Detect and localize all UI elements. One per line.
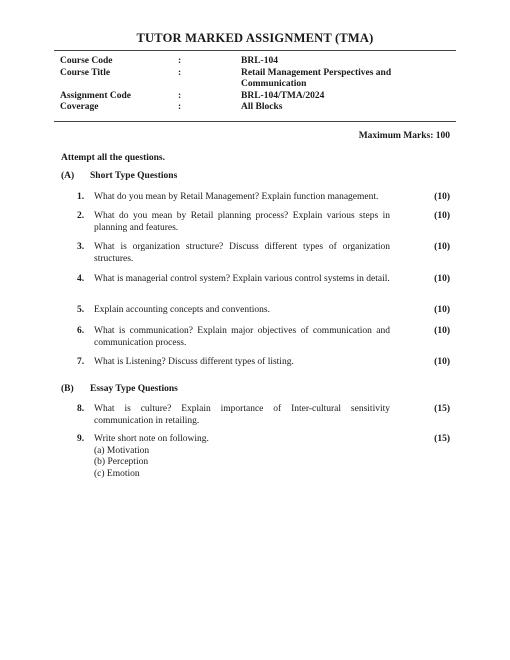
- section-a-label: (A): [61, 171, 75, 181]
- course-title-label: Course Title: [60, 67, 111, 78]
- question-marks: (10): [434, 211, 450, 221]
- question-text: What is Listening? Discuss different types of listing.: [94, 357, 294, 367]
- question-marks: (10): [434, 326, 450, 336]
- assignment-code-row: Assignment Code : BRL-104/TMA/2024: [60, 91, 450, 103]
- sub-item-perception: (b) Perception: [94, 457, 149, 467]
- coverage-value: All Blocks: [241, 102, 283, 112]
- coverage-row: Coverage : All Blocks: [60, 102, 450, 114]
- section-b-title: Essay Type Questions: [90, 384, 178, 394]
- coverage-label: Coverage: [60, 102, 99, 112]
- course-code-value: BRL-104: [241, 56, 278, 66]
- question-marks: (10): [434, 274, 450, 284]
- question-text: What do you mean by Retail Management? Explain function management.: [94, 192, 379, 202]
- sub-item-motivation: (a) Motivation: [94, 445, 150, 456]
- maximum-marks: Maximum Marks: 100: [358, 131, 450, 141]
- course-title-row: Course Title : Retail Management Perspectives and Communication: [60, 68, 450, 91]
- question-text: What is culture? Explain importance of Inter-cultural sensitivity communication in retailing.: [94, 404, 390, 426]
- question-text: What is managerial control system? Explain various control systems in detail.: [94, 274, 390, 284]
- question-text: What do you mean by Retail planning process? Explain various steps in planning and features.: [94, 211, 390, 233]
- section-a-title: Short Type Questions: [90, 171, 178, 181]
- question-text: What is organization structure? Discuss different types of organization structures.: [94, 242, 390, 264]
- question-text: What is communication? Explain major objectives of communication and communication process.: [94, 326, 390, 348]
- question-marks: (10): [434, 305, 450, 315]
- course-info: [60, 56, 450, 114]
- section-b-label: (B): [61, 384, 74, 394]
- page-title: TUTOR MARKED ASSIGNMENT (TMA): [136, 31, 374, 45]
- course-title-value: Retail Management Perspectives and Communication: [241, 67, 392, 89]
- question-marks: (15): [434, 434, 450, 444]
- assignment-page: TUTOR MARKED ASSIGNMENT (TMA) Course Code : BRL-104 Course Title : Retail Management Perspectives and Communication Assignment Code : BRL-104/TMA/2024 Coverage : All Blocks Maximum Marks: 100 Attempt all the questions. (A) Short Type Questions 1. What do you mean by Retail Management? Explain function management. (10) 2. What do you mean by Retail planning process? Explain various steps in planning and features. (10) 3. What is organization structure? Discuss different types of organization structures. (10) 4. What is managerial control system? Explain various control systems in detail. (10) 5. Explain accounting concepts and conventions. (10) 6. What is communication? Explain major objectives of communication and communication process. (10) 7. What is Listening? Discuss different types of listing. (10) (B) Essay Type Questions 8. What is culture? Explain importance of Inter-cultural sensitivity communication in retailing. (15) 9. Write short note on following. (15) (a) Motivation (b) Perception (c) Emotion: [0, 0, 510, 660]
- top-divider: [54, 50, 456, 51]
- question-marks: (10): [434, 357, 450, 367]
- assignment-code-label: Assignment Code: [60, 90, 131, 101]
- bottom-divider: [54, 121, 456, 122]
- sub-item-emotion: (c) Emotion: [94, 468, 140, 479]
- assignment-code-value: BRL-104/TMA/2024: [241, 90, 325, 101]
- question-marks: (15): [434, 404, 450, 414]
- instruction: Attempt all the questions.: [61, 153, 165, 163]
- question-marks: (10): [434, 192, 450, 202]
- course-code-row: Course Code : BRL-104: [60, 56, 450, 68]
- question-marks: (10): [434, 242, 450, 252]
- question-text: Write short note on following.: [94, 434, 209, 444]
- course-code-label: Course Code: [60, 56, 113, 66]
- question-text: Explain accounting concepts and conventions.: [94, 305, 270, 315]
